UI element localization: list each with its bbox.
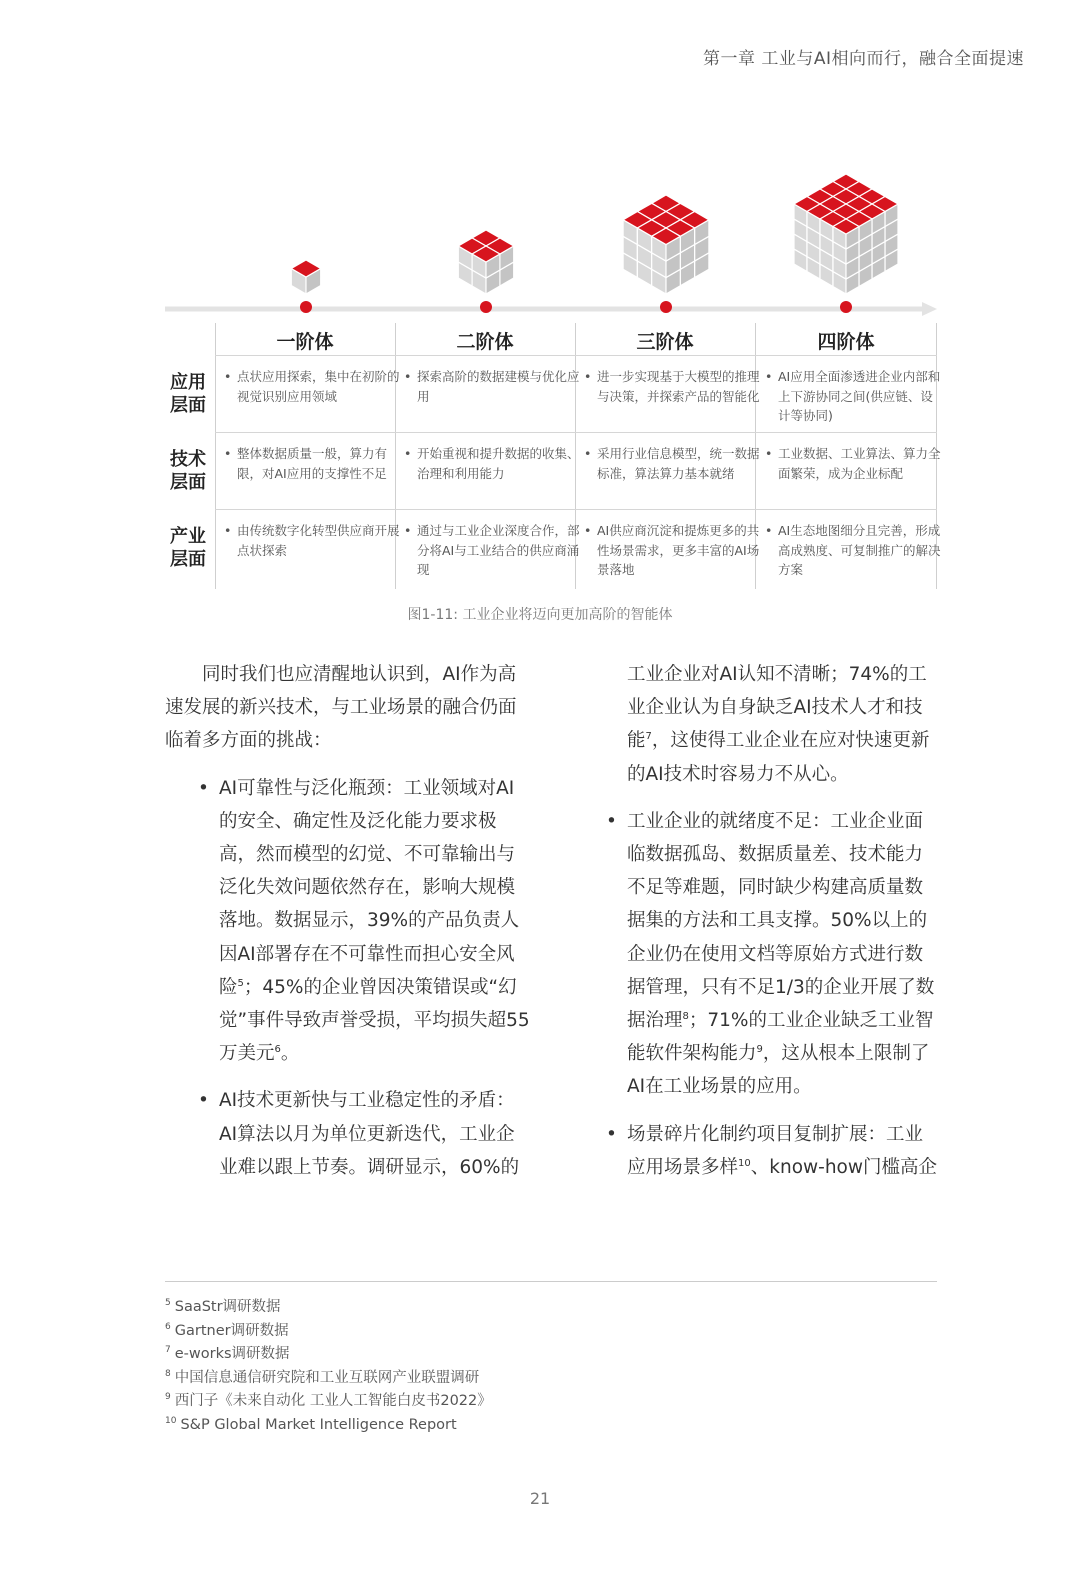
stage-title-3: 三阶体 — [636, 331, 694, 353]
challenge-ai-reliability: • AI可靠性与泛化瓶颈：工业领域对AI的安全、确定性及泛化能力要求极高，然而模型的幻觉、不可靠输出与泛化失效问题依然存在，影响大规模落地。数据显示，39%的产品负责人因AI部署存在不可靠性而担心安全风险$^5$；45%的企业曾因决策错误或“幻觉”事件导致声誉受损，平均损失超55万美元$^6$。 — [198, 777, 530, 1065]
stage-title-2: 二阶体 — [456, 331, 514, 353]
cell-application-stage-1: • 点状应用探索，集中在初阶的视觉识别应用领域 — [224, 369, 400, 404]
cell-technology-stage-3: • 采用行业信息模型，统一数据标准，算法算力基本就绪 — [584, 446, 760, 481]
stage-title-1: 一阶体 — [276, 331, 334, 353]
cell-industry-stage-1: • 由传统数字化转型供应商开展点状探索 — [224, 523, 400, 558]
challenge-update-vs-stability-continued: 工业企业对AI认知不清晰；74%的工业企业认为自身缺乏AI技术人才和技能$^7$，这使得工业企业在应对快速更新的AI技术时容易力不从心。 — [627, 664, 930, 785]
intro-paragraph: 同时我们也应清醒地认识到，AI作为高速发展的新兴技术，与工业场景的融合仍面临着多方面的挑战： — [165, 664, 517, 752]
cell-application-stage-4: • AI应用全面渗透进企业内部和上下游协同之间(供应链、设计等协同) — [765, 369, 941, 423]
footnote-8: $^8$ 中国信息通信研究院和工业互联网产业联盟调研 — [165, 1368, 480, 1386]
cell-industry-stage-4: • AI生态地图细分且完善，形成高成熟度、可复制推广的解决方案 — [765, 523, 941, 577]
chapter-header: 第一章 工业与AI相向而行，融合全面提速 — [702, 49, 1024, 69]
footnote-9: $^9$ 西门子《未来自动化 工业人工智能白皮书2022》 — [165, 1392, 492, 1409]
page-number: 21 — [529, 1489, 551, 1508]
footnote-6: $^6$ Gartner调研数据 — [165, 1321, 289, 1339]
stage-title-4: 四阶体 — [817, 331, 875, 353]
cell-application-stage-3: • 进一步实现基于大模型的推理与决策，并探索产品的智能化 — [584, 369, 760, 404]
stage-marker-1 — [300, 301, 312, 313]
cell-technology-stage-2: • 开始重视和提升数据的收集、治理和利用能力 — [404, 446, 580, 481]
cell-application-stage-2: • 探索高阶的数据建模与优化应用 — [404, 369, 580, 404]
stage-marker-3 — [660, 301, 672, 313]
body-right-column — [573, 658, 938, 1184]
stage-header-row — [215, 323, 937, 355]
cell-technology-stage-4: • 工业数据、工业算法、算力全面繁荣，成为企业标配 — [765, 446, 941, 481]
challenge-readiness: • 工业企业的就绪度不足：工业企业面临数据孤岛、数据质量差、技术能力不足等难题，同时缺少构建高质量数据集的方法和工具支撑。50%以上的企业仍在使用文档等原始方式进行数据管理，只有不足1/3的企业开展了数据治理$^8$；71%的工业企业缺乏工业智能软件架构能力$^9$，这从根本上限制了AI在工业场景的应用。 — [606, 810, 935, 1098]
footnote-5: $^5$ SaaStr调研数据 — [165, 1298, 281, 1315]
footnote-10: $^{10}$ S&P Global Market Intelligence Report — [165, 1415, 457, 1433]
challenge-scenario-fragmentation: • 场景碎片化制约项目复制扩展：工业应用场景多样$^{10}$、know-how门槛高企 — [606, 1123, 937, 1178]
stage-marker-4 — [840, 301, 852, 313]
row-label-application: 应用 层面 — [170, 372, 206, 416]
stage-1-cube-0 — [291, 260, 320, 294]
cell-industry-stage-2: • 通过与工业企业深度合作，部分将AI与工业结合的供应商涌现 — [404, 523, 580, 577]
footnotes — [165, 1296, 492, 1437]
timeline-arrowhead — [922, 302, 937, 316]
figure-caption: 图1-11: 工业企业将迈向更加高阶的智能体 — [407, 607, 673, 623]
row-label-industry: 产业 层面 — [170, 526, 206, 570]
footnote-divider — [165, 1281, 937, 1282]
stage-marker-2 — [480, 301, 492, 313]
cell-technology-stage-1: • 整体数据质量一般，算力有限，对AI应用的支撑性不足 — [224, 446, 388, 481]
row-label-technology: 技术 层面 — [170, 449, 206, 493]
footnote-7: $^7$ e-works调研数据 — [165, 1345, 290, 1362]
cell-industry-stage-3: • AI供应商沉淀和提炼更多的共性场景需求，更多丰富的AI场景落地 — [584, 523, 760, 577]
body-left-column — [165, 658, 530, 1184]
stage-cube-figure — [0, 0, 1080, 330]
challenge-update-vs-stability: • AI技术更新快与工业稳定性的矛盾：AI算法以月为单位更新迭代，工业企业难以跟上节奏。调研显示，60%的 — [198, 1090, 520, 1178]
